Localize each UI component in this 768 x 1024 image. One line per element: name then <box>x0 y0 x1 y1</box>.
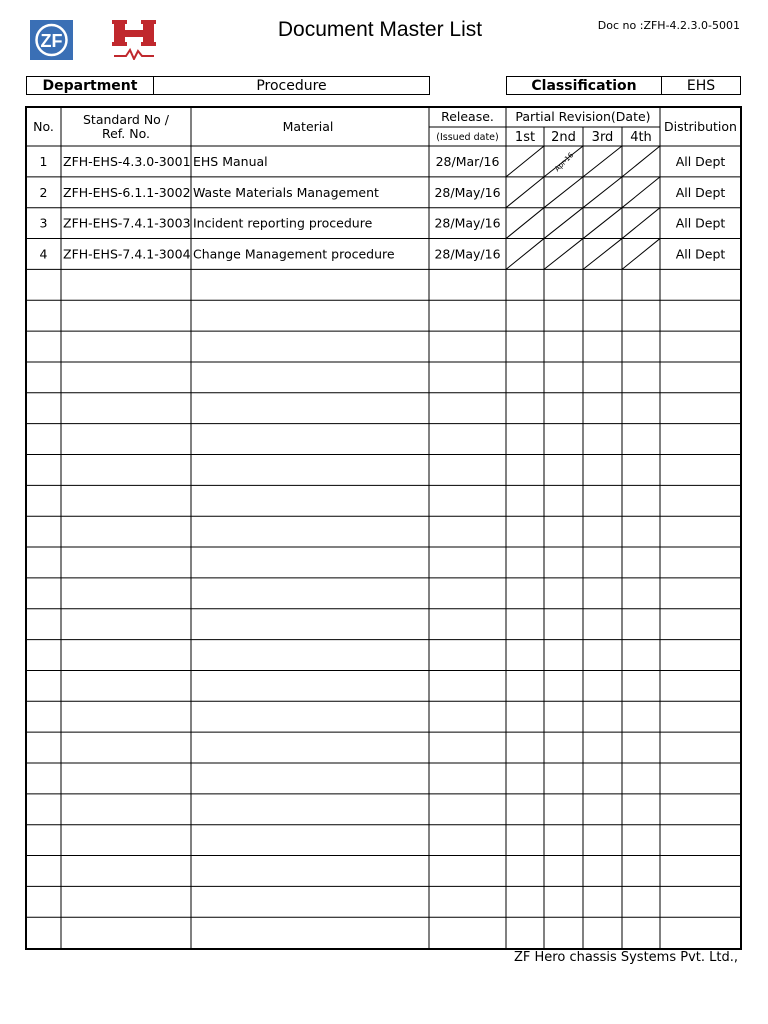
row-no: 3 <box>39 215 48 231</box>
row-distribution: All Dept <box>675 153 726 169</box>
header-partial-revision: Partial Revision(Date) <box>515 109 651 124</box>
revision-slash <box>622 239 660 270</box>
row-distribution: All Dept <box>675 215 726 231</box>
department-label: Department <box>27 77 154 94</box>
classification-label: Classification <box>507 77 662 94</box>
row-ref: ZFH-EHS-6.1.1-3002 <box>63 184 191 200</box>
row-release: 28/May/16 <box>434 246 501 262</box>
row-ref: ZFH-EHS-7.4.1-3003 <box>63 215 191 231</box>
revision-slash <box>506 208 544 239</box>
revision-slash <box>506 177 544 208</box>
revision-slash <box>544 177 583 208</box>
revision-slash <box>544 239 583 270</box>
row-no: 1 <box>39 153 48 169</box>
row-ref: ZFH-EHS-7.4.1-3004 <box>63 246 191 262</box>
row-release: 28/Mar/16 <box>435 153 500 169</box>
revision-slash <box>583 177 622 208</box>
revision-slash <box>544 208 583 239</box>
revision-slash <box>506 239 544 270</box>
revision-slash <box>583 146 622 177</box>
document-title: Document Master List <box>277 18 483 41</box>
document-number: Doc no :ZFH-4.2.3.0-5001 <box>597 19 740 32</box>
department-value: Procedure <box>256 77 327 94</box>
row-release: 28/May/16 <box>434 184 501 200</box>
table-border <box>26 107 741 949</box>
revision-date: Apr-16 <box>553 151 576 174</box>
header-ref: Ref. No. <box>101 126 151 141</box>
header-material: Material <box>282 119 334 134</box>
row-material: Waste Materials Management <box>193 184 379 200</box>
header-rev2: 2nd <box>551 130 576 145</box>
revision-slash <box>622 177 660 208</box>
header-rev1: 1st <box>514 130 536 145</box>
row-material: EHS Manual <box>193 153 268 169</box>
header-distribution: Distribution <box>664 119 737 134</box>
revision-slash <box>622 146 660 177</box>
revision-slash <box>622 208 660 239</box>
row-material: Incident reporting procedure <box>193 215 373 231</box>
revision-slash <box>583 239 622 270</box>
row-material: Change Management procedure <box>193 246 395 262</box>
header-issued-date: (Issued date) <box>436 132 499 143</box>
revision-slash <box>506 146 544 177</box>
row-distribution: All Dept <box>675 184 726 200</box>
row-distribution: All Dept <box>675 246 726 262</box>
header-standard: Standard No / <box>82 112 170 127</box>
row-ref: ZFH-EHS-4.3.0-3001 <box>63 153 191 169</box>
revision-slash <box>583 208 622 239</box>
header-rev4: 4th <box>630 130 652 145</box>
header-release: Release. <box>441 109 494 124</box>
header-no: No. <box>33 119 54 134</box>
svg-text:ZF: ZF <box>40 31 63 51</box>
row-no: 4 <box>39 246 48 262</box>
row-release: 28/May/16 <box>434 215 501 231</box>
company-footer: ZF Hero chassis Systems Pvt. Ltd., <box>514 950 738 965</box>
header-rev3: 3rd <box>591 130 614 145</box>
row-no: 2 <box>39 184 48 200</box>
classification-value: EHS <box>686 77 716 94</box>
